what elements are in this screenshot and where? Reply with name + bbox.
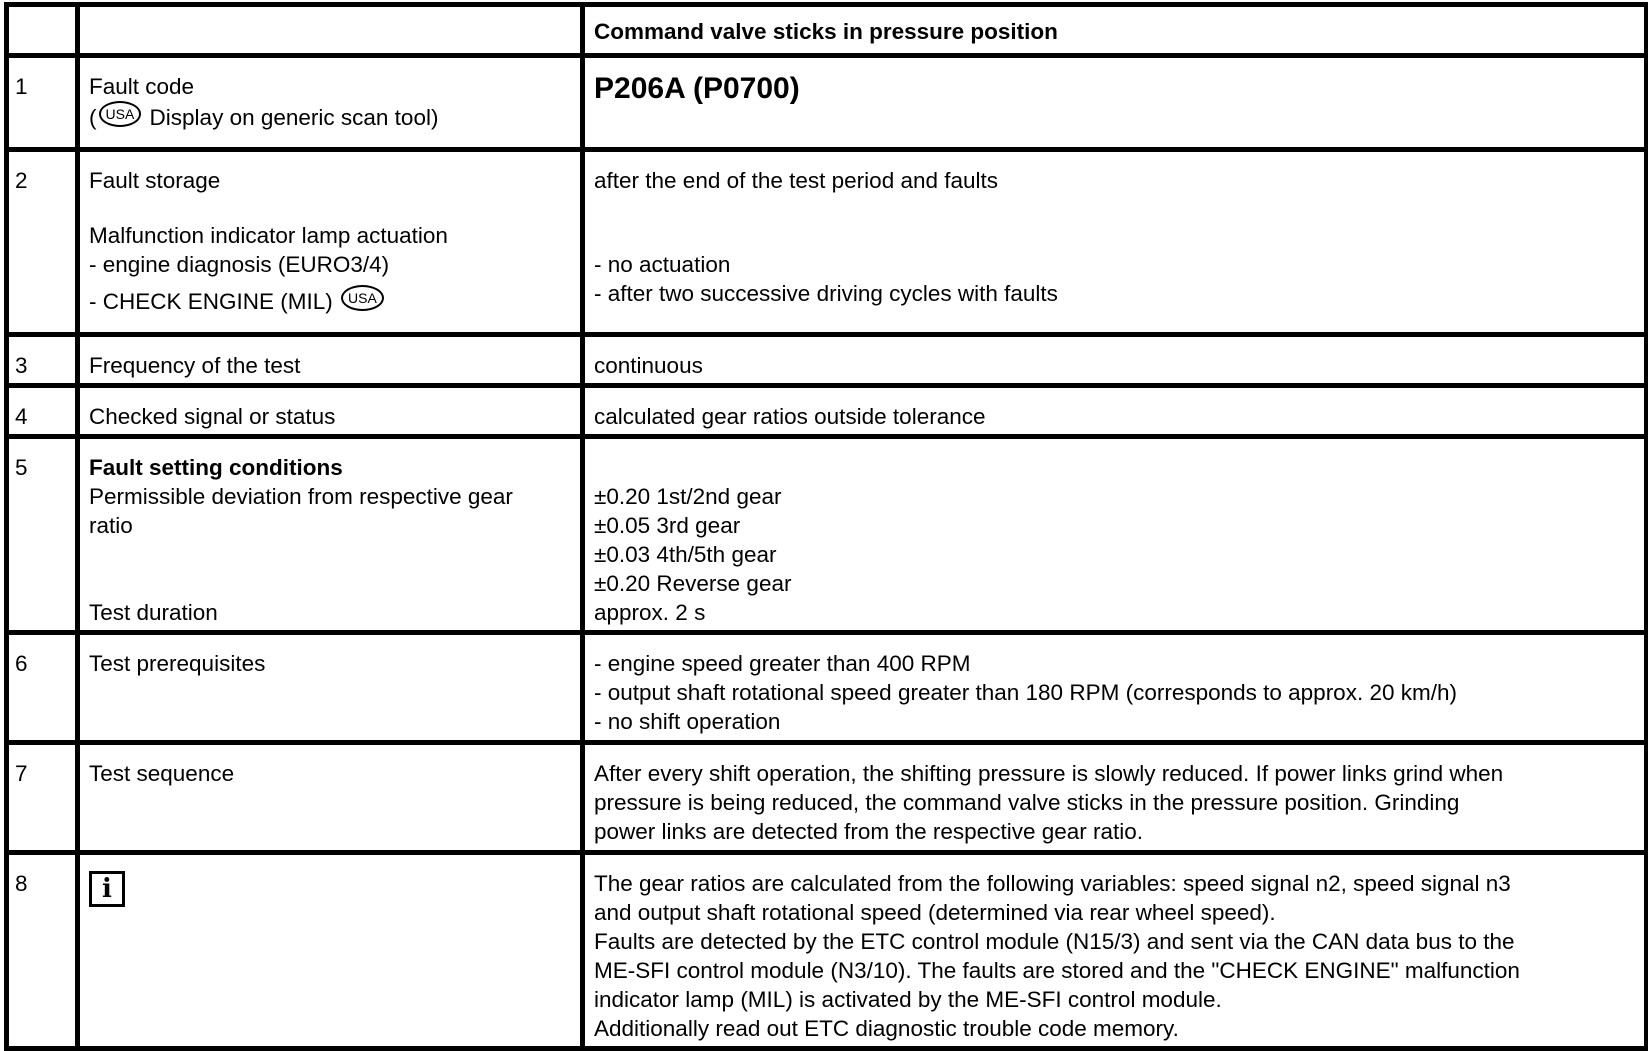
table-row-info [7, 853, 1647, 1049]
value-line: Faults are detected by the ETC control module (N15/3) and sent via the CAN data bus to the [594, 929, 1515, 954]
row-number: 4 [7, 386, 78, 437]
header-title: Command valve sticks in pressure position [583, 5, 1647, 56]
value-line: The gear ratios are calculated from the following variables: speed signal n2, speed signal n3 [594, 871, 1511, 896]
row-value [583, 56, 1647, 150]
value-line: pressure is being reduced, the command valve sticks in the pressure position. Grinding [594, 790, 1460, 815]
label-permissible-deviation-cont: ratio [89, 513, 133, 538]
label-engine-diagnosis: - engine diagnosis (EURO3/4) [89, 252, 390, 277]
value-line: power links are detected from the respective gear ratio. [594, 819, 1144, 844]
row-value [583, 437, 1647, 633]
label-generic-scan-tool [89, 101, 571, 132]
paren-open: ( [89, 105, 97, 130]
fault-spec-table [4, 2, 1648, 1051]
table-row-fault-code [7, 56, 1647, 150]
value-line: - no shift operation [594, 709, 781, 734]
table-row-checked-signal [7, 386, 1647, 437]
value-line: - output shaft rotational speed greater than 180 RPM (corresponds to approx. 20 km/h) [594, 680, 1457, 705]
fault-spec-document [4, 2, 1644, 1041]
usa-badge-icon: USA [99, 101, 142, 127]
row-number: 6 [7, 633, 78, 743]
fault-code-value: P206A (P0700) [594, 72, 800, 105]
label-fault-storage: Fault storage [89, 168, 221, 193]
value-line: indicator lamp (MIL) is activated by the ME-SFI control module. [594, 987, 1222, 1012]
table-row-frequency [7, 335, 1647, 386]
header-label-cell [78, 5, 583, 56]
row-number: 3 [7, 335, 78, 386]
value-line: and output shaft rotational speed (determined via rear wheel speed). [594, 900, 1276, 925]
usa-badge-icon: USA [341, 285, 384, 311]
value-line: ±0.20 1st/2nd gear [594, 484, 782, 509]
value-line: ±0.03 4th/5th gear [594, 542, 777, 567]
row-value [583, 853, 1647, 1049]
value-line: ±0.05 3rd gear [594, 513, 741, 538]
table-row-fault-storage [7, 150, 1647, 335]
value-line: Additionally read out ETC diagnostic trouble code memory. [594, 1016, 1179, 1041]
row-label: Test sequence [78, 743, 583, 853]
table-header-row [7, 5, 1647, 56]
row-number: 7 [7, 743, 78, 853]
label-permissible-deviation: Permissible deviation from respective gear [89, 484, 513, 509]
value-after-cycles: - after two successive driving cycles with faults [594, 281, 1058, 306]
row-label: Checked signal or status [78, 386, 583, 437]
row-label [78, 56, 583, 150]
row-label [78, 853, 583, 1049]
table-row-prerequisites [7, 633, 1647, 743]
info-icon: i [89, 871, 125, 907]
table-row-test-sequence [7, 743, 1647, 853]
header-num-cell [7, 5, 78, 56]
value-fault-storage: after the end of the test period and faults [594, 168, 999, 193]
row-label: Frequency of the test [78, 335, 583, 386]
value-line: - engine speed greater than 400 RPM [594, 651, 971, 676]
row-label [78, 437, 583, 633]
value-line: ME-SFI control module (N3/10). The faults are stored and the "CHECK ENGINE" malfunction [594, 958, 1520, 983]
label-check-engine [89, 285, 571, 316]
row-value [583, 633, 1647, 743]
value-no-actuation: - no actuation [594, 252, 731, 277]
label-fault-code: Fault code [89, 74, 195, 99]
label-test-duration: Test duration [89, 600, 218, 625]
row-label [78, 150, 583, 335]
table-row-fault-setting [7, 437, 1647, 633]
label-display-generic: Display on generic scan tool) [143, 105, 439, 130]
label-mil-actuation: Malfunction indicator lamp actuation [89, 223, 448, 248]
row-label: Test prerequisites [78, 633, 583, 743]
row-value [583, 150, 1647, 335]
row-number: 1 [7, 56, 78, 150]
value-line: After every shift operation, the shifting pressure is slowly reduced. If power links grind when [594, 761, 1504, 786]
value-line: ±0.20 Reverse gear [594, 571, 792, 596]
row-number: 5 [7, 437, 78, 633]
value-line: approx. 2 s [594, 600, 706, 625]
row-value: calculated gear ratios outside tolerance [583, 386, 1647, 437]
row-value [583, 743, 1647, 853]
row-value: continuous [583, 335, 1647, 386]
row-number: 2 [7, 150, 78, 335]
label-fault-setting-title: Fault setting conditions [89, 455, 343, 480]
row-number: 8 [7, 853, 78, 1049]
label-check-engine-text: - CHECK ENGINE (MIL) [89, 289, 333, 314]
